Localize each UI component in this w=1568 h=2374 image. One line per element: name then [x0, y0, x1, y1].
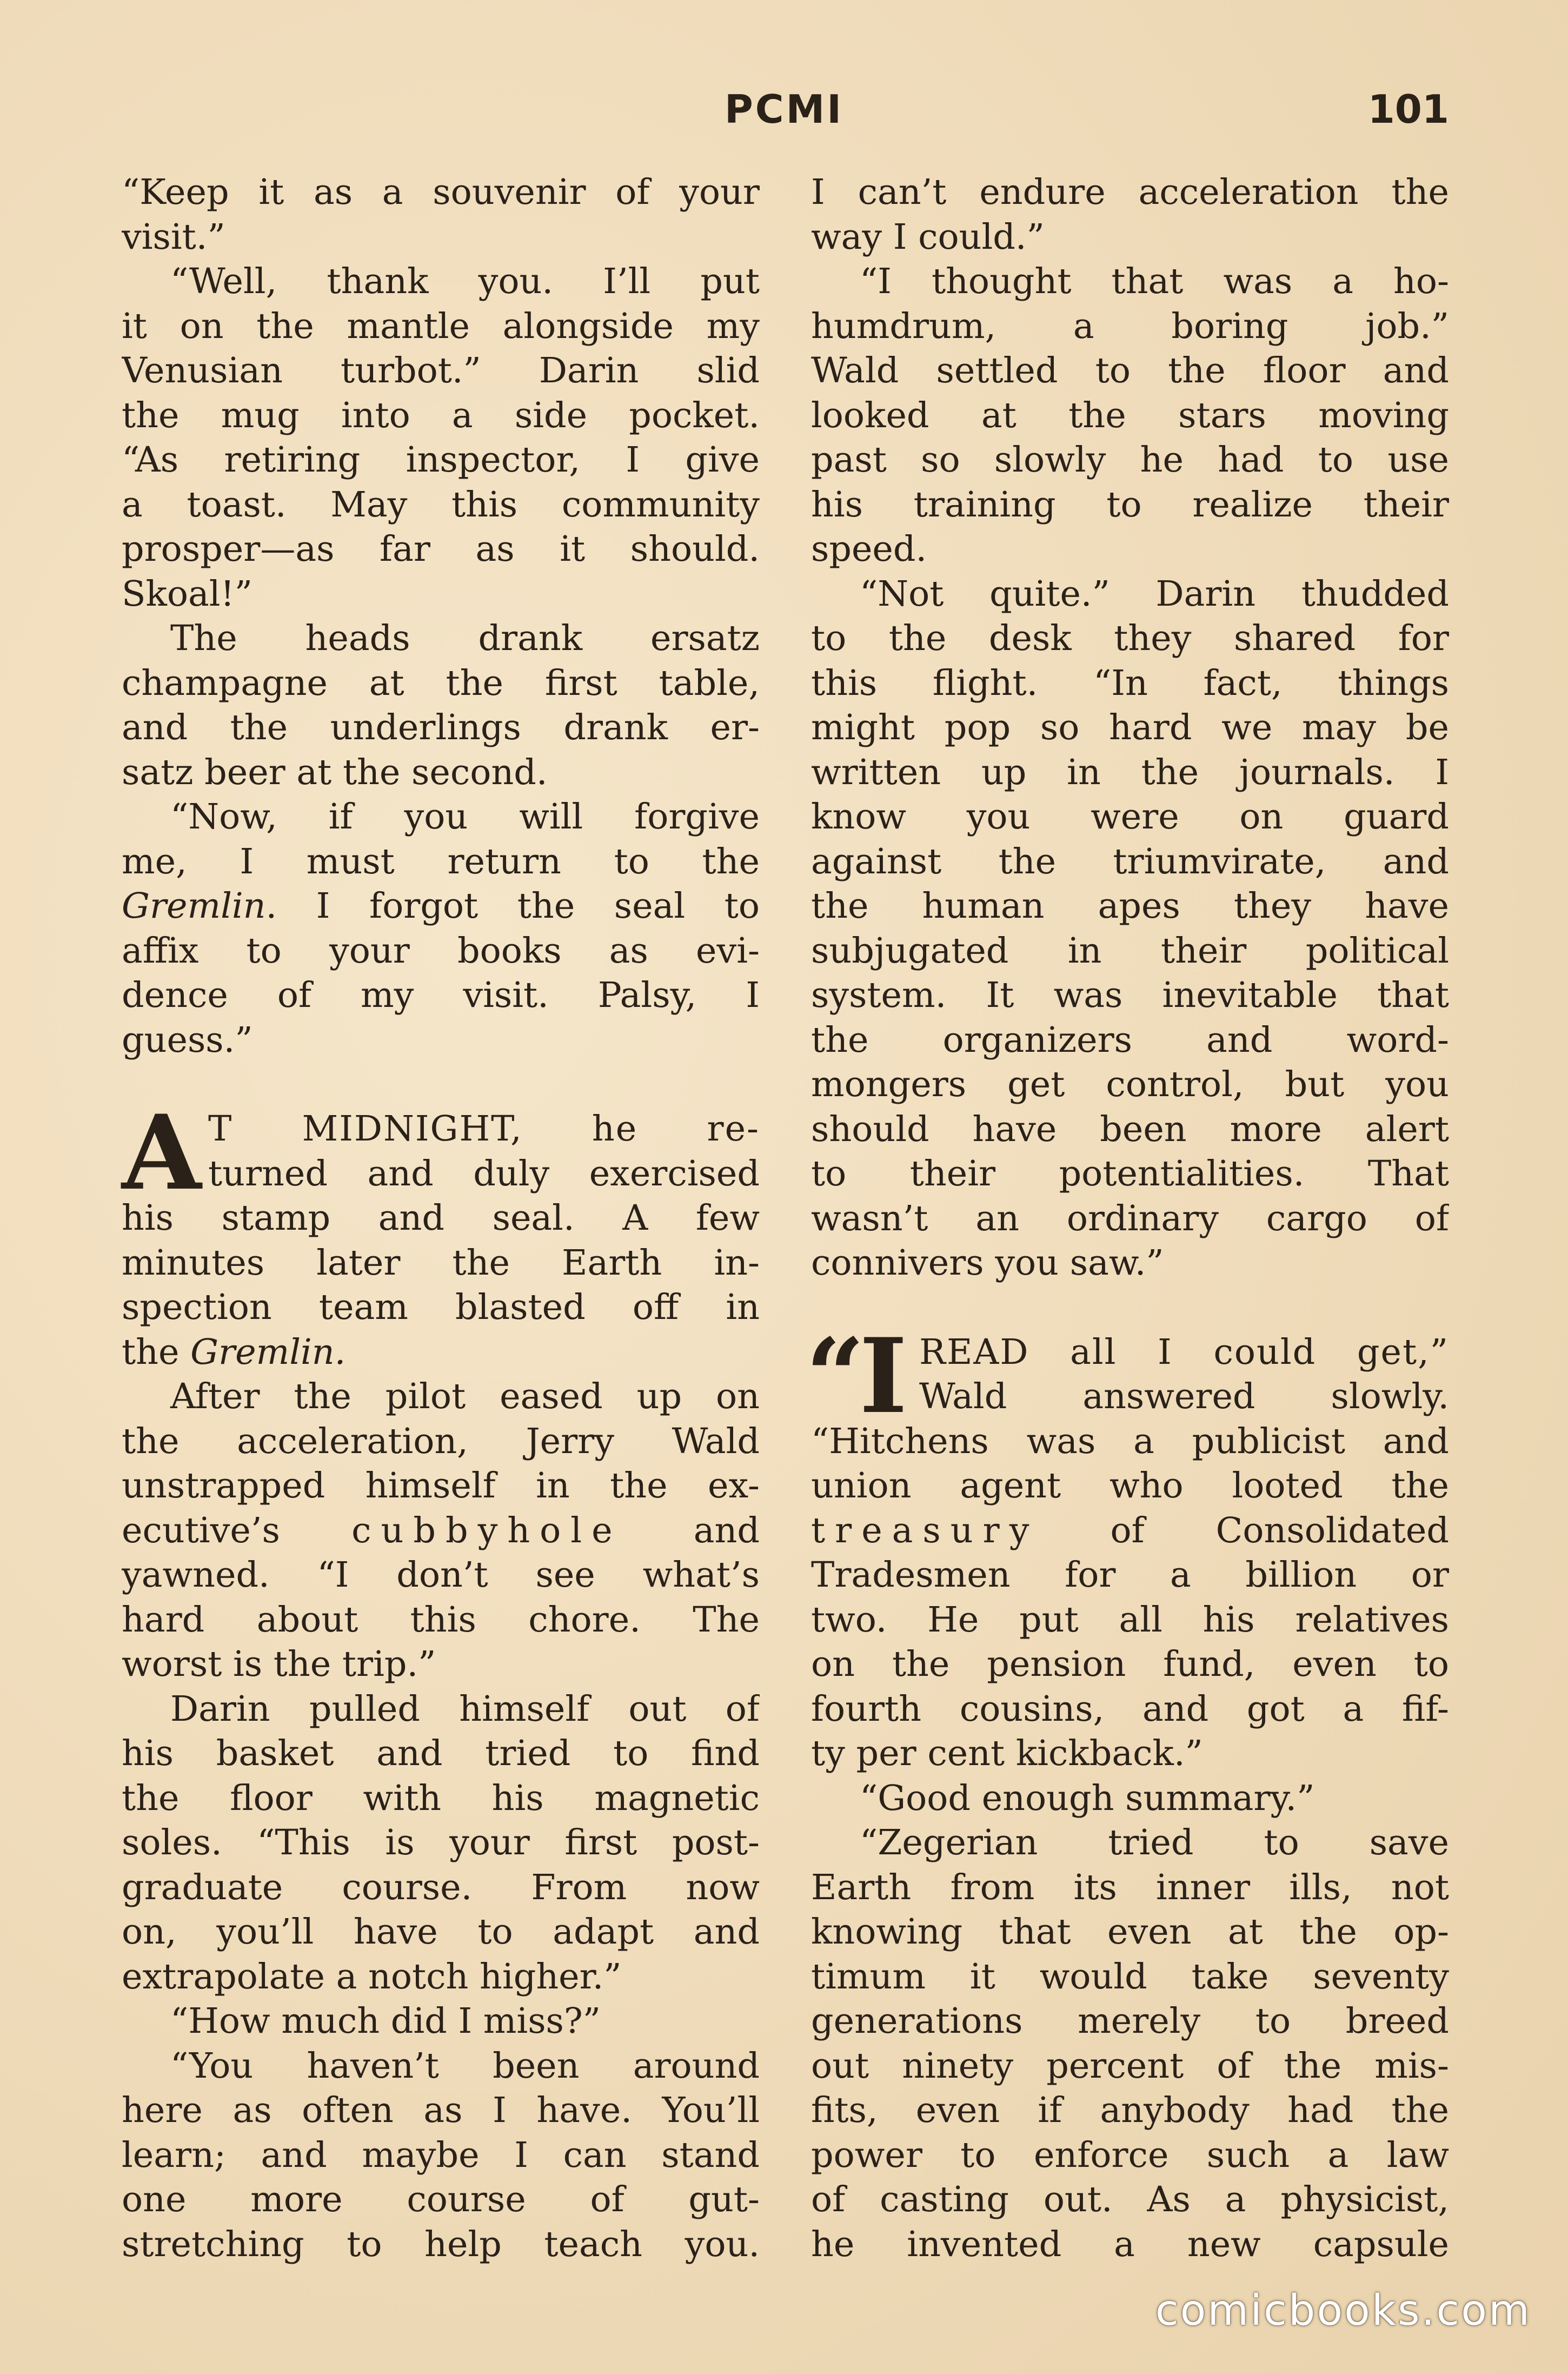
text-line: Venusian turbot.” Darin slid: [122, 350, 760, 391]
text-line: this flight. “In fact, things: [811, 662, 1449, 704]
text-line: Earth from its inner ills, not: [811, 1867, 1449, 1908]
text-line: Tradesmen for a billion or: [811, 1555, 1449, 1595]
text-line: humdrum, a boring job.”: [811, 306, 1449, 347]
text-line: affix to your books as evi-: [122, 930, 760, 971]
text-line: satz beer at the second.: [122, 752, 548, 793]
text-line: visit.”: [122, 216, 225, 257]
text-line: T MIDNIGHT, he re-: [208, 1109, 760, 1149]
text-line: soles. “This is your first post-: [122, 1822, 760, 1863]
text-line: champagne at the first table,: [122, 662, 760, 704]
text-line: turned and duly exercised: [208, 1153, 760, 1194]
text-line: learn; and maybe I can stand: [122, 2134, 760, 2176]
text-line: spection team blasted off in: [122, 1287, 760, 1328]
text-line: generations merely to breed: [811, 2001, 1449, 2041]
text-line: “I thought that was a ho-: [860, 261, 1449, 302]
drop-cap: A: [122, 1092, 202, 1213]
text-line: stretching to help teach you.: [122, 2224, 760, 2265]
text-line: worst is the trip.”: [122, 1644, 436, 1685]
text-line: After the pilot eased up on: [170, 1376, 760, 1417]
text-line: his training to realize their: [811, 484, 1449, 525]
text-line: fits, even if anybody had the: [811, 2090, 1449, 2131]
text-line: his basket and tried to find: [122, 1733, 760, 1774]
text-line: “Keep it as a souvenir of your: [122, 172, 760, 213]
page-number: 101: [1367, 87, 1449, 132]
watermark-text: comicbooks.com: [1155, 2286, 1531, 2335]
text-line: union agent who looted the: [811, 1465, 1449, 1506]
text-line: written up in the journals. I: [811, 752, 1449, 793]
text-line: on, you’ll have to adapt and: [122, 1912, 760, 1952]
text-line: Gremlin. I forgot the seal to: [122, 886, 760, 926]
text-line: “Hitchens was a publicist and: [811, 1421, 1449, 1462]
drop-cap-paragraph-start: [122, 1092, 760, 1213]
text-line: way I could.”: [811, 216, 1045, 257]
text-line: on the pension fund, even to: [811, 1644, 1449, 1685]
text-line: “How much did I miss?”: [170, 2001, 601, 2041]
text-line: looked at the stars moving: [811, 395, 1449, 436]
text-line: he invented a new capsule: [811, 2224, 1449, 2265]
text-line: prosper—as far as it should.: [122, 529, 760, 569]
text-line: Wald settled to the floor and: [811, 350, 1449, 391]
text-line: yawned. “I don’t see what’s: [122, 1555, 760, 1595]
text-line: Darin pulled himself out of: [170, 1688, 760, 1729]
text-line: subjugated in their political: [811, 930, 1449, 971]
text-line: system. It was inevitable that: [811, 975, 1449, 1016]
text-line: Skoal!”: [122, 573, 253, 614]
text-line: it on the mantle alongside my: [122, 306, 760, 347]
text-line: I can’t endure acceleration the: [811, 172, 1449, 213]
text-line: “Not quite.” Darin thudded: [860, 573, 1449, 614]
text-line: “Zegerian tried to save: [860, 1822, 1449, 1863]
text-line: know you were on guard: [811, 797, 1449, 837]
section-break: [122, 1063, 760, 1107]
text-line: the organizers and word-: [811, 1019, 1449, 1060]
text-line: “You haven’t been around: [170, 2045, 760, 2086]
text-line: one more course of gut-: [122, 2179, 760, 2220]
text-line: guess.”: [122, 1019, 253, 1060]
text-line: unstrapped himself in the ex-: [122, 1465, 760, 1506]
text-line: might pop so hard we may be: [811, 707, 1449, 748]
text-line: a toast. May this community: [122, 484, 760, 525]
running-head: PCMI: [724, 87, 844, 132]
text-line: his stamp and seal. A few: [122, 1198, 760, 1238]
text-line: “Good enough summary.”: [860, 1778, 1315, 1819]
text-line: ty per cent kickback.”: [811, 1733, 1203, 1774]
text-line: against the triumvirate, and: [811, 841, 1449, 882]
text-line: treasury of Consolidated: [811, 1510, 1449, 1551]
text-line: The heads drank ersatz: [170, 618, 760, 659]
text-line: out ninety percent of the mis-: [811, 2045, 1449, 2086]
text-line: “As retiring inspector, I give: [122, 440, 760, 480]
drop-cap-paragraph-start: [806, 1315, 1449, 1436]
text-line: graduate course. From now: [122, 1867, 760, 1908]
text-line: “Now, if you will forgive: [170, 797, 760, 837]
text-line: minutes later the Earth in-: [122, 1242, 760, 1283]
text-line: of casting out. As a physicist,: [811, 2179, 1449, 2220]
text-line: wasn’t an ordinary cargo of: [811, 1198, 1449, 1239]
right-text-column: [806, 170, 1449, 2267]
text-line: the mug into a side pocket.: [122, 395, 760, 436]
text-line: “Well, thank you. I’ll put: [170, 261, 760, 302]
text-line: extrapolate a notch higher.”: [122, 1956, 622, 1997]
text-line: to their potentialities. That: [811, 1153, 1449, 1194]
text-line: mongers get control, but you: [811, 1064, 1449, 1105]
text-line: the Gremlin.: [122, 1331, 346, 1372]
text-line: Wald answered slowly.: [919, 1376, 1449, 1417]
text-line: ecutive’s cubbyhole and: [122, 1510, 760, 1551]
text-line: should have been more alert: [811, 1109, 1449, 1150]
text-line: past so slowly he had to use: [811, 440, 1449, 480]
text-line: hard about this chore. The: [122, 1599, 760, 1640]
text-line: the human apes they have: [811, 886, 1449, 926]
section-break: [811, 1286, 1449, 1330]
text-line: connivers you saw.”: [811, 1243, 1164, 1283]
text-line: power to enforce such a law: [811, 2134, 1449, 2176]
text-line: speed.: [811, 529, 927, 569]
text-line: timum it would take seventy: [811, 1956, 1449, 1997]
left-text-column: [122, 170, 760, 2267]
text-line: the acceleration, Jerry Wald: [122, 1421, 760, 1462]
text-line: to the desk they shared for: [811, 618, 1449, 659]
text-line: here as often as I have. You’ll: [122, 2090, 760, 2131]
text-line: and the underlings drank er-: [122, 707, 760, 748]
drop-cap: “I: [806, 1315, 902, 1436]
page-header: [0, 87, 1568, 146]
text-line: the floor with his magnetic: [122, 1778, 760, 1819]
text-line: fourth cousins, and got a fif-: [811, 1688, 1449, 1729]
text-line: READ all I could get,”: [919, 1331, 1449, 1372]
text-line: me, I must return to the: [122, 841, 760, 882]
text-line: knowing that even at the op-: [811, 1912, 1449, 1952]
text-line: dence of my visit. Palsy, I: [122, 975, 760, 1016]
text-line: two. He put all his relatives: [811, 1599, 1449, 1640]
